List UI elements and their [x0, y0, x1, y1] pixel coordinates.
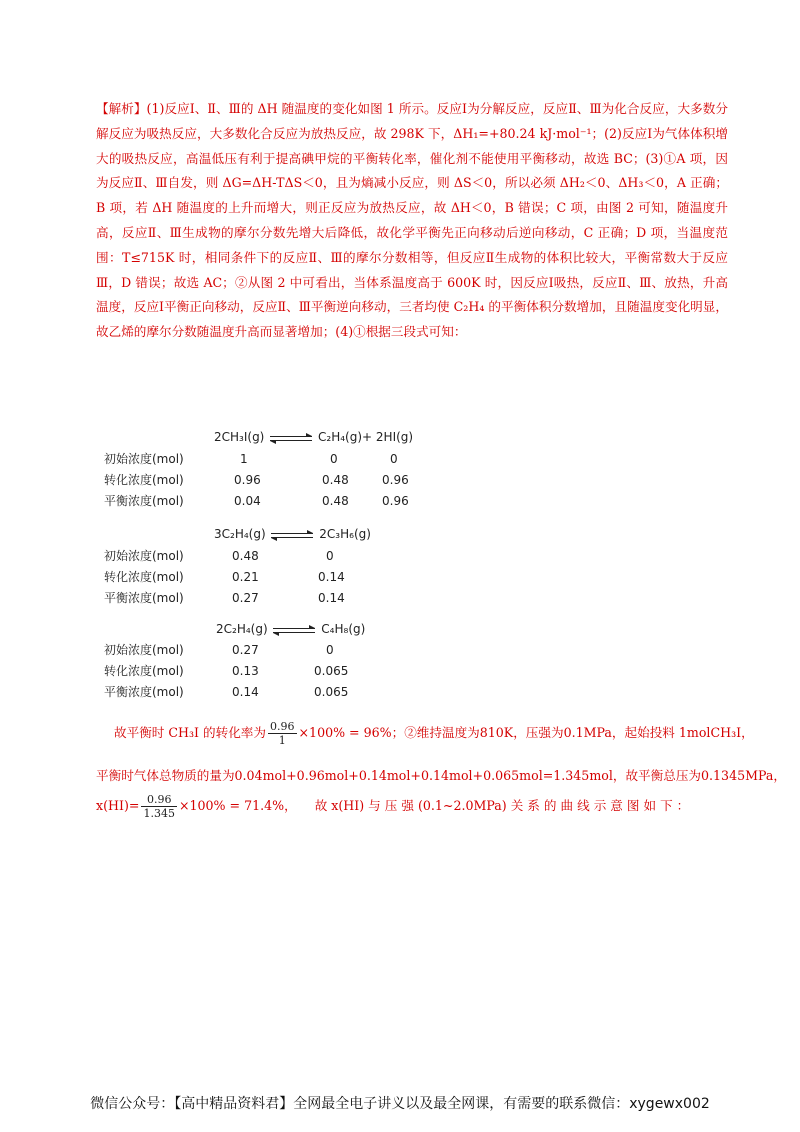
- conclusion-text: 平衡时气体总物质的量为0.04mol+0.96mol+0.14mol+0.14mol+0.065mol=1.345mol，故平衡总压为0.1345MPa，: [96, 768, 786, 783]
- cell: 0.27: [232, 591, 259, 605]
- cell: 0.065: [314, 685, 349, 699]
- fraction-numerator: 0.96: [270, 720, 295, 733]
- conclusion-text: ×100% = 96%；②维持温度为810K，压强为0.1MPa，起始投料 1molCH₃I，: [298, 725, 754, 740]
- fraction-denominator: 1: [278, 734, 286, 747]
- fraction: [268, 720, 297, 747]
- cell: 0: [326, 549, 334, 563]
- cell: 0: [390, 452, 398, 466]
- conclusion-text: 故平衡时 CH₃I 的转化率为: [114, 725, 266, 740]
- row-label: 初始浓度(mol): [104, 452, 184, 466]
- cell: 0.065: [314, 664, 349, 678]
- conclusion-text: 故 x(HI) 与 压 强 (0.1~2.0MPa) 关 系 的 曲 线 示 意 图 如 下 ：: [314, 798, 690, 813]
- footer-text: 微信公众号：【高中精品资料君】全网最全电子讲义以及最全网课，有需要的联系微信：xygewx002: [90, 1096, 710, 1112]
- cell: 0.14: [232, 685, 259, 699]
- equation-left: 3C₂H₄(g): [214, 527, 266, 541]
- cell: 0.14: [318, 570, 345, 584]
- conclusion-text: x(HI)=: [96, 798, 140, 813]
- equilibrium-arrow-icon: [271, 530, 313, 540]
- row-label: 平衡浓度(mol): [104, 591, 184, 605]
- equation-left: 2C₂H₄(g): [216, 622, 268, 636]
- row-label: 平衡浓度(mol): [104, 494, 184, 508]
- equilibrium-arrow-icon: [273, 625, 315, 635]
- cell: 1: [240, 452, 248, 466]
- equation-1: [214, 428, 413, 446]
- conclusion-line-3: [96, 793, 736, 820]
- equilibrium-arrow-icon: [270, 433, 312, 443]
- equation-3: [216, 620, 365, 638]
- cell: 0: [326, 643, 334, 657]
- cell: 0.27: [232, 643, 259, 657]
- cell: 0.96: [382, 494, 409, 508]
- conclusion-line-1: [114, 720, 754, 747]
- conclusion-text: ×100% = 71.4%，: [178, 798, 297, 813]
- cell: 0.48: [322, 494, 349, 508]
- cell: 0.21: [232, 570, 259, 584]
- row-label: 转化浓度(mol): [104, 570, 184, 584]
- fraction-denominator: 1.345: [143, 807, 175, 820]
- row-label: 初始浓度(mol): [104, 549, 184, 563]
- conclusion-line-2: [96, 765, 786, 784]
- row-label: 转化浓度(mol): [104, 664, 184, 678]
- row-label: 转化浓度(mol): [104, 473, 184, 487]
- cell: 0.04: [234, 494, 261, 508]
- equation-left: 2CH₃I(g): [214, 430, 265, 444]
- fraction-numerator: 0.96: [141, 793, 177, 807]
- fraction: [141, 793, 177, 820]
- equation-right: C₂H₄(g)+ 2HI(g): [318, 430, 414, 444]
- row-label: 初始浓度(mol): [104, 643, 184, 657]
- cell: 0.96: [382, 473, 409, 487]
- analysis-paragraph: 【解析】(1)反应Ⅰ、Ⅱ、Ⅲ的 ΔH 随温度的变化如图 1 所示。反应Ⅰ为分解反应，反应Ⅱ、Ⅲ为化合反应，大多数分解反应为吸热反应，大多数化合反应为放热反应，故 298K 下，ΔH₁=+80.24 kJ·mol⁻¹；(2)反应Ⅰ为气体体积增大的吸热反应，高温低压有利于提高碘甲烷的平衡转化率，催化剂不能使用平衡移动，故选 BC；(3)①A 项，因为反应Ⅱ、Ⅲ自发，则 ΔG=ΔH-TΔS＜0，且为熵减小反应，则 ΔS＜0，所以必须 ΔH₂＜0、ΔH₃＜0，A 正确；B 项，若 ΔH 随温度的上升而增大，则正反应为放热反应，故 ΔH＜0，B 错误；C 项，由图 2 可知，随温度升高，反应Ⅱ、Ⅲ生成物的摩尔分数先增大后降低，故化学平衡先正向移动后逆向移动，C 正确；D 项，当温度范围：T≤715K 时，相同条件下的反应Ⅱ、Ⅲ的摩尔分数相等，但反应Ⅱ生成物的体积比较大，平衡常数大于反应Ⅲ，D 错误；故选 AC；②从图 2 中可看出，当体系温度高于 600K 时，因反应Ⅰ吸热，反应Ⅱ、Ⅲ、放热，升高温度，反应Ⅰ平衡正向移动，反应Ⅱ、Ⅲ平衡逆向移动，三者均使 C₂H₄ 的平衡体积分数增加，且随温度变化明显，故乙烯的摩尔分数随温度升高而显著增加；(4)①根据三段式可知：: [96, 101, 728, 340]
- row-label: 平衡浓度(mol): [104, 685, 184, 699]
- cell: 0.13: [232, 664, 259, 678]
- equation-2: [214, 525, 371, 543]
- equation-right: 2C₃H₆(g): [319, 527, 371, 541]
- cell: 0.14: [318, 591, 345, 605]
- cell: 0.48: [232, 549, 259, 563]
- cell: 0.48: [322, 473, 349, 487]
- cell: 0: [330, 452, 338, 466]
- cell: 0.96: [234, 473, 261, 487]
- equation-right: C₄H₈(g): [321, 622, 366, 636]
